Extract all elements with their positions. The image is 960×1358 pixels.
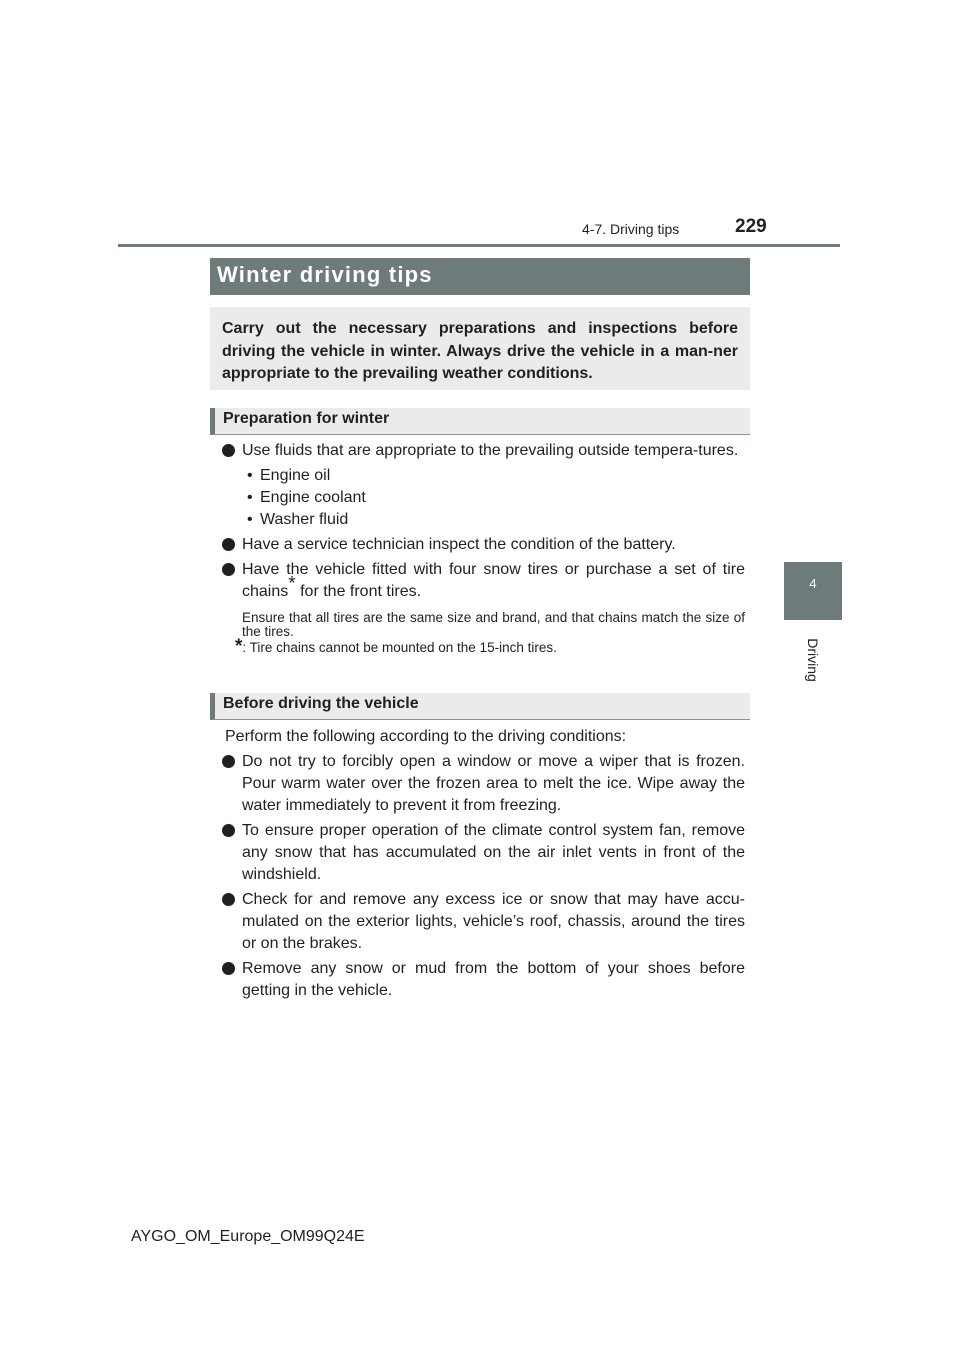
bullet-text-end: for the front tires. [295, 583, 422, 600]
bullet-text: Do not try to forcibly open a window or move a wiper that is frozen. Pour warm water over the frozen area to melt the ice. Wipe away the water immediately to prevent it from freezing. [242, 753, 745, 814]
sub-list-item [222, 509, 745, 531]
tire-note [222, 611, 745, 639]
dot-icon: • [247, 467, 253, 484]
sub-list-item [222, 487, 745, 509]
footnote-text: : Tire chains cannot be mounted on the 15-inch tires. [242, 640, 557, 655]
sub-list-item [222, 465, 745, 487]
intro-text: Carry out the necessary preparations and inspections before driving the vehicle in winter. Always drive the vehicle in a man-ner appropriate to the prevailing weather conditions. [210, 307, 750, 390]
list-item [222, 958, 745, 1002]
bullet-icon [222, 755, 235, 768]
bullet-text: Check for and remove any excess ice or snow that may have accu-mulated on the exterior lights, vehicle’s roof, chassis, around the tires or on the brakes. [242, 891, 745, 952]
bullet-text: Use fluids that are appropriate to the prevailing outside tempera-tures. [242, 442, 739, 459]
bullet-icon [222, 824, 235, 837]
bullet-icon [222, 962, 235, 975]
bullet-icon [222, 538, 235, 551]
bullet-text: Have the vehicle fitted with four snow tires or purchase a set of tire chains [242, 561, 745, 600]
section-reference: 4-7. Driving tips [582, 221, 680, 237]
document-code: AYGO_OM_Europe_OM99Q24E [131, 1228, 365, 1245]
sub-item-text: Engine coolant [260, 489, 366, 506]
chapter-tab-label: Driving [805, 638, 821, 682]
asterisk-mark: * [288, 573, 296, 595]
section-heading-before-driving: Before driving the vehicle [210, 693, 750, 720]
dot-icon: • [247, 489, 253, 506]
bullet-text: Remove any snow or mud from the bottom of your shoes before getting in the vehicle. [242, 960, 745, 999]
sub-item-text: Engine oil [260, 467, 331, 484]
lead-text: Perform the following according to the driving conditions: [225, 728, 627, 745]
dot-icon: • [247, 511, 253, 528]
sub-item-text: Washer fluid [260, 511, 349, 528]
section-heading-preparation: Preparation for winter [210, 408, 750, 435]
header-divider [118, 244, 840, 247]
list-item [222, 440, 745, 462]
page-title: Winter driving tips [210, 258, 750, 295]
list-item [222, 889, 745, 955]
footnote-mark: * [235, 636, 243, 657]
list-item [222, 559, 745, 603]
preparation-content [222, 440, 745, 656]
page-number: 229 [735, 216, 767, 237]
list-item [222, 751, 745, 817]
bullet-text: To ensure proper operation of the climate control system fan, remove any snow that has accumulated on the air inlet vents in front of the windshield. [242, 822, 745, 883]
list-item [222, 820, 745, 886]
footnote [222, 636, 745, 657]
chapter-tab-number: 4 [809, 576, 817, 591]
bullet-icon [222, 444, 235, 457]
chapter-tab [784, 562, 842, 620]
bullet-text: Have a service technician inspect the condition of the battery. [242, 536, 676, 553]
bullet-icon [222, 563, 235, 576]
note-text: Ensure that all tires are the same size and brand, and that chains match the size of the tires. [242, 610, 745, 639]
before-driving-content [222, 726, 745, 1005]
bullet-icon [222, 893, 235, 906]
list-item [222, 534, 745, 556]
